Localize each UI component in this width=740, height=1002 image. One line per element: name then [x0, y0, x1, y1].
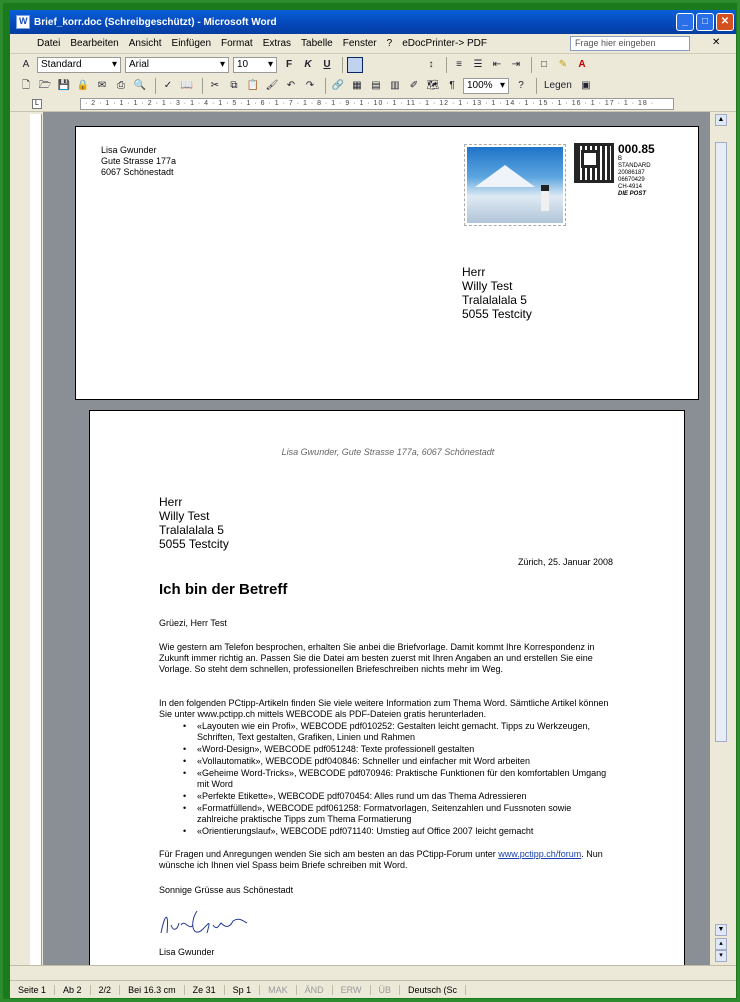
forum-link[interactable]: www.pctipp.ch/forum [498, 849, 582, 859]
redo-icon[interactable]: ↷ [305, 79, 315, 91]
status-line: Ze 31 [185, 985, 225, 995]
formatting-toolbar [10, 54, 736, 75]
standard-toolbar [10, 75, 736, 96]
letter-paragraph: In den folgenden PCtipp-Artikeln finden Sie viele weitere Information zum Thema Word. Sämtliche Artikel können Sie unter www.pctipp.ch mittels WEBCODE als PDF-Dateien gratis herunterladen. [159, 698, 609, 719]
separator [531, 57, 532, 73]
sender-line: 6067 Schönestadt [101, 167, 174, 177]
status-pages: 2/2 [91, 985, 121, 995]
help-search-input[interactable]: Frage hier eingeben [570, 36, 690, 51]
line-spacing-button[interactable]: ↕ [428, 58, 434, 70]
menu-format[interactable]: Format [221, 38, 253, 49]
mountain-shape [475, 165, 535, 187]
skier-shape [541, 185, 549, 211]
paragraph-text: Für Fragen und Anregungen wenden Sie sich am besten an das PCtipp-Forum unter [159, 849, 496, 859]
spelling-icon[interactable]: ✓ [163, 79, 173, 91]
close-icon[interactable]: ✕ [716, 13, 734, 31]
recipient-line: Willy Test [159, 509, 210, 523]
menu-ansicht[interactable]: Ansicht [128, 38, 162, 49]
status-macro[interactable]: MAK [260, 985, 297, 995]
highlight-button[interactable]: ✎ [558, 58, 568, 70]
justify-button[interactable] [404, 57, 420, 73]
print-icon[interactable]: ⎙ [117, 79, 125, 91]
separator [155, 78, 156, 94]
font-size-value: 10 [237, 59, 249, 70]
bold-button[interactable]: F [285, 58, 293, 70]
style-value: Standard [41, 59, 82, 70]
separator [536, 78, 537, 94]
save-icon[interactable]: 💾 [57, 79, 71, 91]
vertical-ruler[interactable] [30, 114, 42, 965]
copy-icon[interactable]: ⧉ [230, 79, 238, 91]
email-icon[interactable]: ✉ [97, 79, 107, 91]
open-folder-icon[interactable]: 🗁 [38, 79, 52, 91]
list-item: • «Perfekte Etikette», WEBCODE pdf070454: Alles rund um das Thema Adressieren [183, 791, 614, 802]
vertical-scrollbar[interactable] [710, 112, 736, 965]
chevron-down-icon: ▾ [267, 59, 273, 70]
format-painter-icon[interactable]: 🖌 [265, 79, 279, 91]
zoom-select[interactable] [463, 78, 509, 94]
doc-close-icon[interactable]: ✕ [712, 37, 721, 48]
left-margin-strip [10, 114, 30, 965]
chevron-down-icon: ▾ [111, 59, 117, 70]
envelope-page[interactable] [75, 126, 699, 400]
list-item: • «Formatfüllend», WEBCODE pdf061258: Formatvorlagen, Seitenzahlen und Fussnoten sowie zahlreiche praktische Tipps zum Thema Formatierung [183, 803, 614, 825]
chevron-down-icon: ▾ [499, 80, 505, 91]
status-extend[interactable]: ERW [333, 985, 371, 995]
signature-name: Lisa Gwunder [159, 947, 215, 957]
scroll-thumb[interactable] [715, 142, 727, 742]
maximize-icon[interactable]: □ [696, 13, 714, 31]
cut-icon[interactable]: ✂ [210, 79, 220, 91]
document-map-icon[interactable]: 🗺 [426, 79, 440, 91]
postage-amount: 000.85 [618, 142, 655, 156]
font-select[interactable] [125, 57, 229, 73]
undo-icon[interactable]: ↶ [286, 79, 296, 91]
hyperlink-icon[interactable]: 🔗 [331, 79, 345, 91]
menu-einfuegen[interactable]: Einfügen [171, 38, 212, 49]
postage-line: 06670429 [618, 177, 645, 183]
prev-page-icon[interactable]: ▴ [715, 938, 727, 950]
letter-date: Zürich, 25. Januar 2008 [517, 557, 613, 567]
envelope-recipient[interactable] [462, 265, 532, 321]
menu-bearbeiten[interactable]: Bearbeiten [70, 38, 119, 49]
recipient-line: Tralalalala 5 [462, 293, 527, 307]
postage-label [618, 142, 655, 198]
paragraph-text: . Nun wünsche ich Ihnen viel Spass beim Briefe schreiben mit Word. [159, 849, 603, 870]
sender-line: Gute Strasse 177a [101, 156, 177, 166]
border-button[interactable]: □ [540, 58, 548, 70]
new-document-icon[interactable]: 🗋 [21, 79, 31, 91]
status-page: Seite 1 [10, 985, 55, 995]
status-overtype[interactable]: ÜB [371, 985, 401, 995]
font-size-select[interactable] [233, 57, 277, 73]
horizontal-scrollbar[interactable] [10, 965, 736, 979]
sender-line: Lisa Gwunder [101, 145, 157, 155]
article-list [183, 721, 614, 838]
menu-datei[interactable]: Datei [37, 38, 61, 49]
letter-sender-header: Lisa Gwunder, Gute Strasse 177a, 6067 Schönestadt [281, 447, 495, 457]
font-color-button[interactable]: A [578, 58, 586, 70]
status-track-changes[interactable]: ÄND [297, 985, 333, 995]
table-icon[interactable]: ▦ [352, 79, 362, 91]
bullets-button[interactable]: ☰ [473, 58, 483, 70]
letter-page[interactable] [89, 410, 685, 965]
status-section: Ab 2 [55, 985, 91, 995]
postage-line: CH-4914 [618, 184, 643, 190]
letter-paragraph [159, 849, 614, 871]
minimize-icon[interactable]: _ [676, 13, 694, 31]
datamatrix-code-image [574, 143, 614, 183]
list-item: • «Orientierungslauf», WEBCODE pdf071140: Umstieg auf Office 2007 leicht gemacht [183, 826, 614, 837]
recipient-line: 5055 Testcity [462, 307, 532, 321]
chevron-down-icon: ▾ [219, 59, 225, 70]
italic-button[interactable]: K [304, 58, 312, 70]
tab-selector[interactable]: L [32, 99, 42, 109]
recipient-line: Willy Test [462, 279, 513, 293]
ruler-scale[interactable]: · 2 · 1 · 1 · 1 · 2 · 1 · 3 · 1 · 4 · 1 · 5 · 1 · 6 · 1 · 7 · 1 · 8 · 1 · 9 · 1 · 10 · 1 · 11 · 1 · 12 · 1 · 13 · 1 · 14 · 1 · 15 · 1 · 16 · 1 · 17 · 1 · 18 · [80, 98, 674, 110]
font-value: Arial [129, 59, 150, 70]
status-position: Bei 16.3 cm [120, 985, 185, 995]
style-select[interactable] [37, 57, 121, 73]
letter-closing: Sonnige Grüsse aus Schönestadt [159, 885, 294, 895]
menu-tabelle[interactable]: Tabelle [301, 38, 333, 49]
list-item: • «Vollautomatik», WEBCODE pdf040846: Schneller und einfacher mit Word arbeiten [183, 756, 614, 767]
status-column: Sp 1 [225, 985, 261, 995]
status-language[interactable]: Deutsch (Sc [400, 985, 466, 995]
word-window [10, 10, 736, 998]
scroll-down-icon[interactable]: ▼ [715, 924, 727, 936]
horizontal-ruler [10, 96, 736, 112]
recipient-line: Herr [159, 495, 183, 509]
menu-help[interactable]: ? [386, 38, 393, 49]
letter-paragraph: Wie gestern am Telefon besprochen, erhalten Sie anbei die Briefvorlage. Damit kommt Ihre Korrespondenz in Zukunft immer richtig an. Passen Sie die Datei am besten zuerst mit Ihren Angaben an und erstellen Sie eine Vorlage. So steht dem schnellen, professionellen Briefeschreiben nichts mehr im Weg. [159, 642, 595, 674]
postage-line: B [618, 156, 623, 162]
menu-edocprinter[interactable]: eDocPrinter-> PDF [402, 38, 487, 49]
increase-indent-button[interactable]: ⇥ [511, 58, 521, 70]
handwritten-signature [159, 903, 249, 943]
align-center-button[interactable] [366, 57, 382, 73]
recipient-line: Herr [462, 265, 486, 279]
separator [325, 78, 326, 94]
menu-bar [10, 34, 736, 54]
word-app-icon[interactable] [16, 15, 30, 29]
recipient-line: 5055 Testcity [159, 537, 229, 551]
postage-line: 20086187 [618, 170, 645, 176]
menu-fenster[interactable]: Fenster [342, 38, 377, 49]
columns-icon[interactable]: ▥ [390, 79, 400, 91]
numbering-button[interactable]: ≡ [456, 58, 462, 70]
separator [446, 57, 447, 73]
separator [342, 57, 343, 73]
letter-subject: Ich bin der Betreff [159, 581, 288, 598]
letter-recipient[interactable] [159, 495, 229, 551]
styles-pane-icon[interactable]: A [22, 58, 30, 70]
paste-icon[interactable]: 📋 [246, 79, 260, 91]
menu-extras[interactable]: Extras [262, 38, 292, 49]
research-icon[interactable]: 📖 [180, 79, 194, 91]
align-left-button[interactable] [347, 57, 363, 73]
window-title: Brief_korr.doc (Schreibgeschützt) - Microsoft Word [34, 16, 277, 28]
scroll-up-icon[interactable]: ▲ [715, 114, 727, 126]
title-bar [10, 10, 736, 34]
list-item: • «Layouten wie ein Profi», WEBCODE pdf010252: Gestalten leicht gemacht. Tipps zu Werkzeugen, Schriften, Text gestalten, Grafiken, Linien und Rahmen [183, 721, 614, 743]
print-preview-icon[interactable]: 🔍 [133, 79, 147, 91]
decrease-indent-button[interactable]: ⇤ [492, 58, 502, 70]
separator [202, 78, 203, 94]
read-mode-label: Legen [544, 79, 572, 91]
status-bar [10, 980, 736, 998]
list-item: • «Geheime Word-Tricks», WEBCODE pdf070946: Praktische Funktionen für den komfortablen Umgang mit Word [183, 768, 614, 790]
help-icon[interactable]: ? [518, 79, 524, 91]
excel-icon[interactable]: ▤ [371, 79, 381, 91]
show-formatting-icon[interactable]: ¶ [449, 79, 455, 91]
next-page-icon[interactable]: ▾ [715, 950, 727, 962]
recipient-line: Tralalalala 5 [159, 523, 224, 537]
document-area [43, 112, 710, 965]
macro-icon[interactable]: ▣ [581, 79, 591, 91]
envelope-sender[interactable] [101, 145, 176, 178]
zoom-value: 100% [467, 80, 493, 91]
underline-button[interactable]: U [323, 58, 331, 70]
drawing-icon[interactable]: ✐ [409, 79, 419, 91]
read-mode-button[interactable] [541, 78, 575, 94]
align-right-button[interactable] [385, 57, 401, 73]
list-item: • «Word-Design», WEBCODE pdf051248: Texte professionell gestalten [183, 744, 614, 755]
letter-greeting: Grüezi, Herr Test [159, 618, 227, 628]
postage-line: STANDARD [618, 163, 651, 169]
post-logo: DIE POST [618, 191, 647, 197]
postage-stamp-image [464, 144, 566, 226]
permission-icon[interactable]: 🔒 [76, 79, 90, 91]
stamp-picture [467, 147, 563, 223]
